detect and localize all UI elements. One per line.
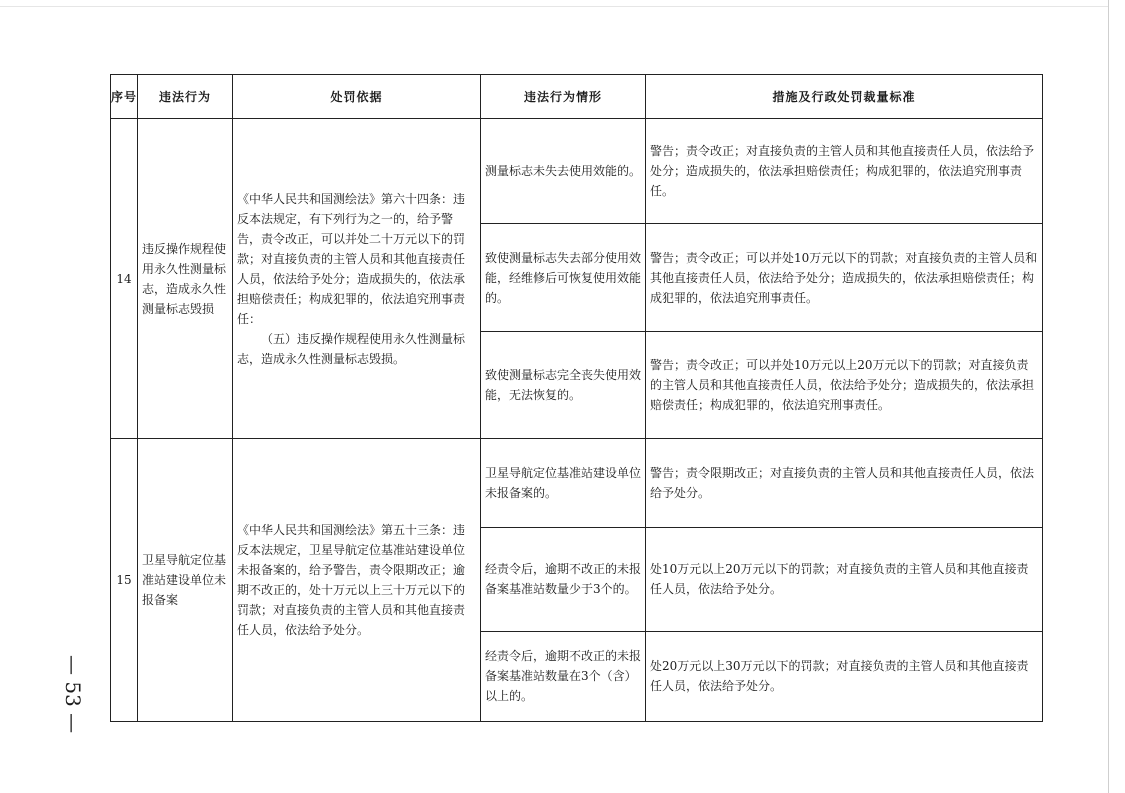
page-right-edge xyxy=(1108,0,1109,793)
case-standard: 警告；责令限期改正；对直接负责的主管人员和其他直接责任人员，依法给予处分。 xyxy=(646,439,1043,528)
case-situation: 测量标志未失去使用效能的。 xyxy=(481,119,646,224)
table-row xyxy=(111,119,1043,224)
case-situation: 经责令后，逾期不改正的未报备案基准站数量少于3个的。 xyxy=(481,528,646,631)
case-standard: 处20万元以上30万元以下的罚款；对直接负责的主管人员和其他直接责任人员，依法给予处分。 xyxy=(646,631,1043,721)
basis-item: （五）违反操作规程使用永久性测量标志，造成永久性测量标志毁损。 xyxy=(237,331,466,366)
page-top-edge xyxy=(0,6,1108,7)
case-situation: 致使测量标志完全丧失使用效能，无法恢复的。 xyxy=(481,331,646,438)
row-seq: 15 xyxy=(111,439,138,722)
header-standard: 措施及行政处罚裁量标准 xyxy=(646,75,1043,119)
basis-main: 《中华人民共和国测绘法》第六十四条：违反本法规定，有下列行为之一的，给予警告，责令改正，可以并处二十万元以下的罚款；对直接负责的主管人员和其他直接责任人员，依法给予处分；造成损失的，依法承担赔偿责任；构成犯罪的，依法追究刑事责任： xyxy=(237,191,466,326)
page-number: — 53 — xyxy=(61,655,85,734)
table-header-row xyxy=(111,75,1043,119)
row-basis xyxy=(233,439,481,722)
case-situation: 经责令后，逾期不改正的未报备案基准站数量在3个（含）以上的。 xyxy=(481,631,646,721)
case-situation: 卫星导航定位基准站建设单位未报备案的。 xyxy=(481,439,646,528)
row-basis xyxy=(233,119,481,439)
case-standard: 警告；责令改正；对直接负责的主管人员和其他直接责任人员，依法给予处分；造成损失的，依法承担赔偿责任；构成犯罪的，依法追究刑事责任。 xyxy=(646,119,1043,224)
row-action: 违反操作规程使用永久性测量标志，造成永久性测量标志毁损 xyxy=(138,119,233,439)
row-seq: 14 xyxy=(111,119,138,439)
header-action: 违法行为 xyxy=(138,75,233,119)
table-row xyxy=(111,439,1043,528)
header-situation: 违法行为情形 xyxy=(481,75,646,119)
header-seq: 序号 xyxy=(111,75,138,119)
basis-main: 《中华人民共和国测绘法》第五十三条：违反本法规定，卫星导航定位基准站建设单位未报备案的，给予警告，责令限期改正；逾期不改正的，处十万元以上三十万元以下的罚款；对直接负责的主管人员和其他直接责任人员，依法给予处分。 xyxy=(237,523,466,638)
header-basis: 处罚依据 xyxy=(233,75,481,119)
case-standard: 警告；责令改正；可以并处10万元以下的罚款；对直接负责的主管人员和其他直接责任人员，依法给予处分；造成损失的，依法承担赔偿责任；构成犯罪的，依法追究刑事责任。 xyxy=(646,224,1043,331)
penalty-standard-table xyxy=(110,74,1043,722)
case-standard: 警告；责令改正；可以并处10万元以上20万元以下的罚款；对直接负责的主管人员和其他直接责任人员，依法给予处分；造成损失的，依法承担赔偿责任；构成犯罪的，依法追究刑事责任。 xyxy=(646,331,1043,438)
row-action: 卫星导航定位基准站建设单位未报备案 xyxy=(138,439,233,722)
case-standard: 处10万元以上20万元以下的罚款；对直接负责的主管人员和其他直接责任人员，依法给予处分。 xyxy=(646,528,1043,631)
case-situation: 致使测量标志失去部分使用效能，经维修后可恢复使用效能的。 xyxy=(481,224,646,331)
